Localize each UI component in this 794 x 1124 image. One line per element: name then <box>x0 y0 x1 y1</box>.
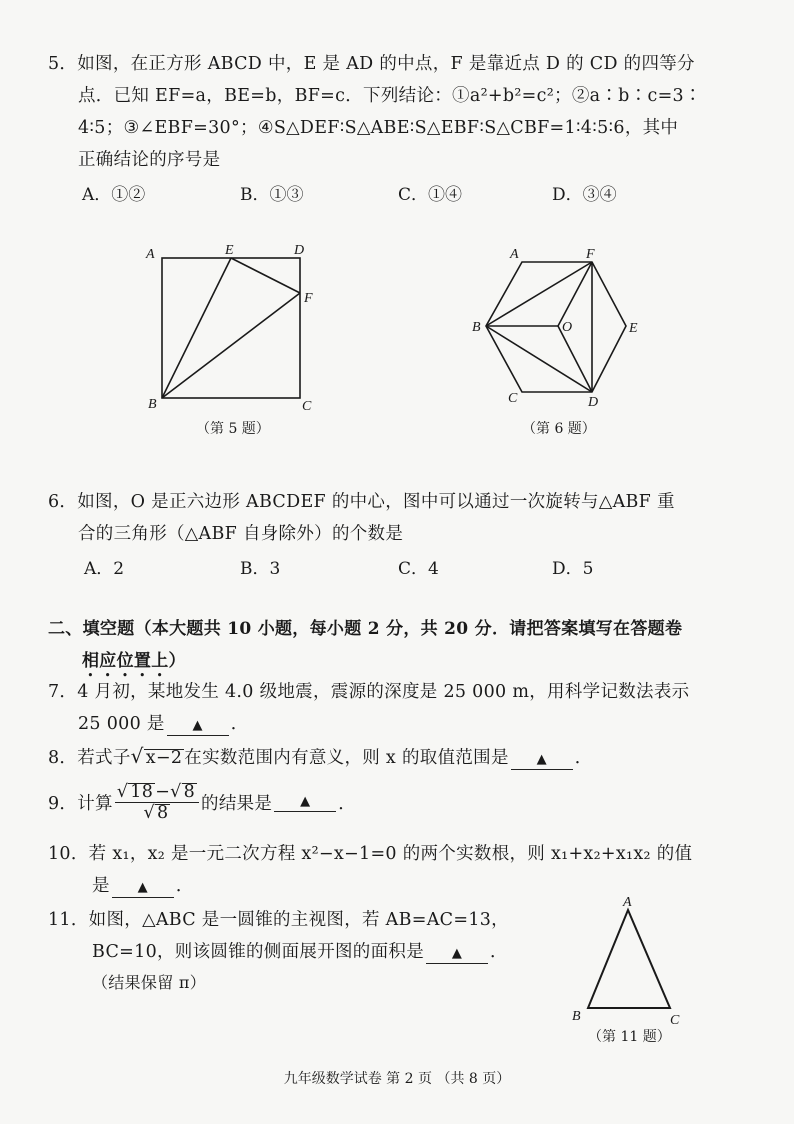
q7-line2-text: 25 000 是 <box>78 714 165 734</box>
q7-line2: 25 000 是 ▲ ． <box>78 714 249 734</box>
label-b: B <box>148 397 157 412</box>
segment-ef <box>231 258 300 293</box>
label-e: E <box>225 243 234 258</box>
label-c: C <box>670 1013 680 1027</box>
segment-bf <box>486 262 592 326</box>
q5-line3: 4∶5；③∠EBF=30°；④S△DEF∶S△ABE∶S△EBF∶S△CBF=1∶4∶5∶6，其中 <box>78 118 679 138</box>
figure-5-square <box>140 240 330 420</box>
q6-option-d: D．5 <box>552 559 594 579</box>
section-2-dotted-text: 相应位置上 <box>82 651 169 671</box>
q5-option-b: B．①③ <box>240 185 304 205</box>
q11-line2-text: BC=10，则该圆锥的侧面展开图的面积是 <box>92 942 425 962</box>
q10-answer-blank[interactable]: ▲ <box>112 879 174 898</box>
q5-option-c: C．①④ <box>398 185 463 205</box>
label-f: F <box>304 291 313 306</box>
q10-line2: 是 ▲ ． <box>92 876 194 896</box>
q9-fraction <box>115 782 199 823</box>
figure-6-hexagon <box>466 240 656 420</box>
segment-bf <box>162 293 300 398</box>
q9-num-b: 8 <box>183 782 196 802</box>
q7-answer-blank[interactable]: ▲ <box>167 717 229 736</box>
q9-answer-blank[interactable]: ▲ <box>274 793 336 812</box>
q9-denominator <box>115 803 199 823</box>
section-2-close-paren: ） <box>168 651 186 671</box>
triangle-abc <box>588 910 670 1008</box>
label-d: D <box>294 243 305 258</box>
hexagon-abcdef <box>486 262 626 392</box>
radical-sign: √ <box>170 782 182 802</box>
page-footer: 九年级数学试卷 第 2 页 （共 8 页） <box>283 1071 511 1087</box>
label-b: B <box>572 1009 581 1024</box>
q11-answer-blank[interactable]: ▲ <box>426 945 488 964</box>
q5-line4: 正确结论的序号是 <box>78 150 221 170</box>
q9-line: 9．计算 $\frac{√ 18 -√ 8}{√ 8}$ 的结果是 ▲ ． <box>48 782 357 823</box>
figure-11-caption: （第 11 题） <box>588 1029 671 1045</box>
radical-sign: √ <box>116 782 129 802</box>
q10-line1: 10．若 x₁，x₂ 是一元二次方程 x²−x−1=0 的两个实数根，则 x₁+x₂+x₁x₂ 的值 <box>48 844 693 864</box>
q9-num-a: 18 <box>130 782 154 802</box>
label-c: C <box>508 391 518 406</box>
label-d: D <box>588 395 599 410</box>
label-a: A <box>510 247 519 262</box>
label-c: C <box>302 399 312 414</box>
label-a: A <box>623 895 632 910</box>
figure-5-caption: （第 5 题） <box>196 421 270 437</box>
label-f: F <box>586 247 595 262</box>
segment-be <box>162 258 231 398</box>
q9-before: 9．计算 <box>48 794 113 814</box>
q11-line2: BC=10，则该圆锥的侧面展开图的面积是 ▲ ． <box>92 942 508 962</box>
label-b: B <box>472 320 481 335</box>
q9-den: 8 <box>156 803 169 823</box>
q5-option-d: D．③④ <box>552 185 617 205</box>
q5-line1: 5．如图，在正方形 ABCD 中，E 是 AD 的中点，F 是靠近点 D 的 CD 的四等分 <box>48 54 695 74</box>
segment-bd <box>486 326 592 392</box>
q9-after: 的结果是 <box>201 794 273 814</box>
q8-answer-blank[interactable]: ▲ <box>511 751 573 770</box>
q6-option-b: B．3 <box>240 559 281 579</box>
q11-line1: 11．如图，△ABC 是一圆锥的主视图，若 AB=AC=13， <box>48 910 509 930</box>
q9-numerator: √ 18 −√ 8 <box>115 782 199 803</box>
q6-line1: 6．如图，O 是正六边形 ABCDEF 的中心，图中可以通过一次旋转与△ABF 重 <box>48 492 675 512</box>
q10-line2-text: 是 <box>92 876 110 896</box>
radical-sign: √ <box>143 803 155 823</box>
q6-line2: 合的三角形（△ABF 自身除外）的个数是 <box>78 524 404 544</box>
label-o: O <box>562 320 573 335</box>
section-2-heading: 二、填空题（本大题共 10 小题，每小题 2 分，共 20 分．请把答案填写在答题卷 <box>48 619 683 639</box>
q11-line3: （结果保留 π） <box>92 973 207 992</box>
q7-line1: 7．4 月初，某地发生 4.0 级地震，震源的深度是 25 000 m，用科学记数法表示 <box>48 682 690 702</box>
radical-sign: √ <box>130 744 144 768</box>
q8-after: 在实数范围内有意义，则 x 的取值范围是 <box>184 748 509 768</box>
q6-option-a: A．2 <box>84 559 125 579</box>
figure-6-caption: （第 6 题） <box>522 421 596 437</box>
square-abcd <box>162 258 300 398</box>
label-e: E <box>629 321 638 336</box>
q5-line2: 点．已知 EF=a，BE=b，BF=c．下列结论：①a²+b²=c²；②a∶b∶c=3∶ <box>78 86 702 106</box>
q8-radicand: x−2 <box>145 748 183 768</box>
label-a: A <box>146 247 155 262</box>
figure-11-triangle <box>566 892 696 1027</box>
q5-option-a: A．①② <box>82 185 146 205</box>
q8-before: 8．若式子 <box>48 748 131 768</box>
section-2-heading-cont <box>82 646 186 681</box>
q6-option-c: C．4 <box>398 559 439 579</box>
q8-line: 8．若式子√ x−2 在实数范围内有意义，则 x 的取值范围是 ▲ ． <box>48 744 593 768</box>
